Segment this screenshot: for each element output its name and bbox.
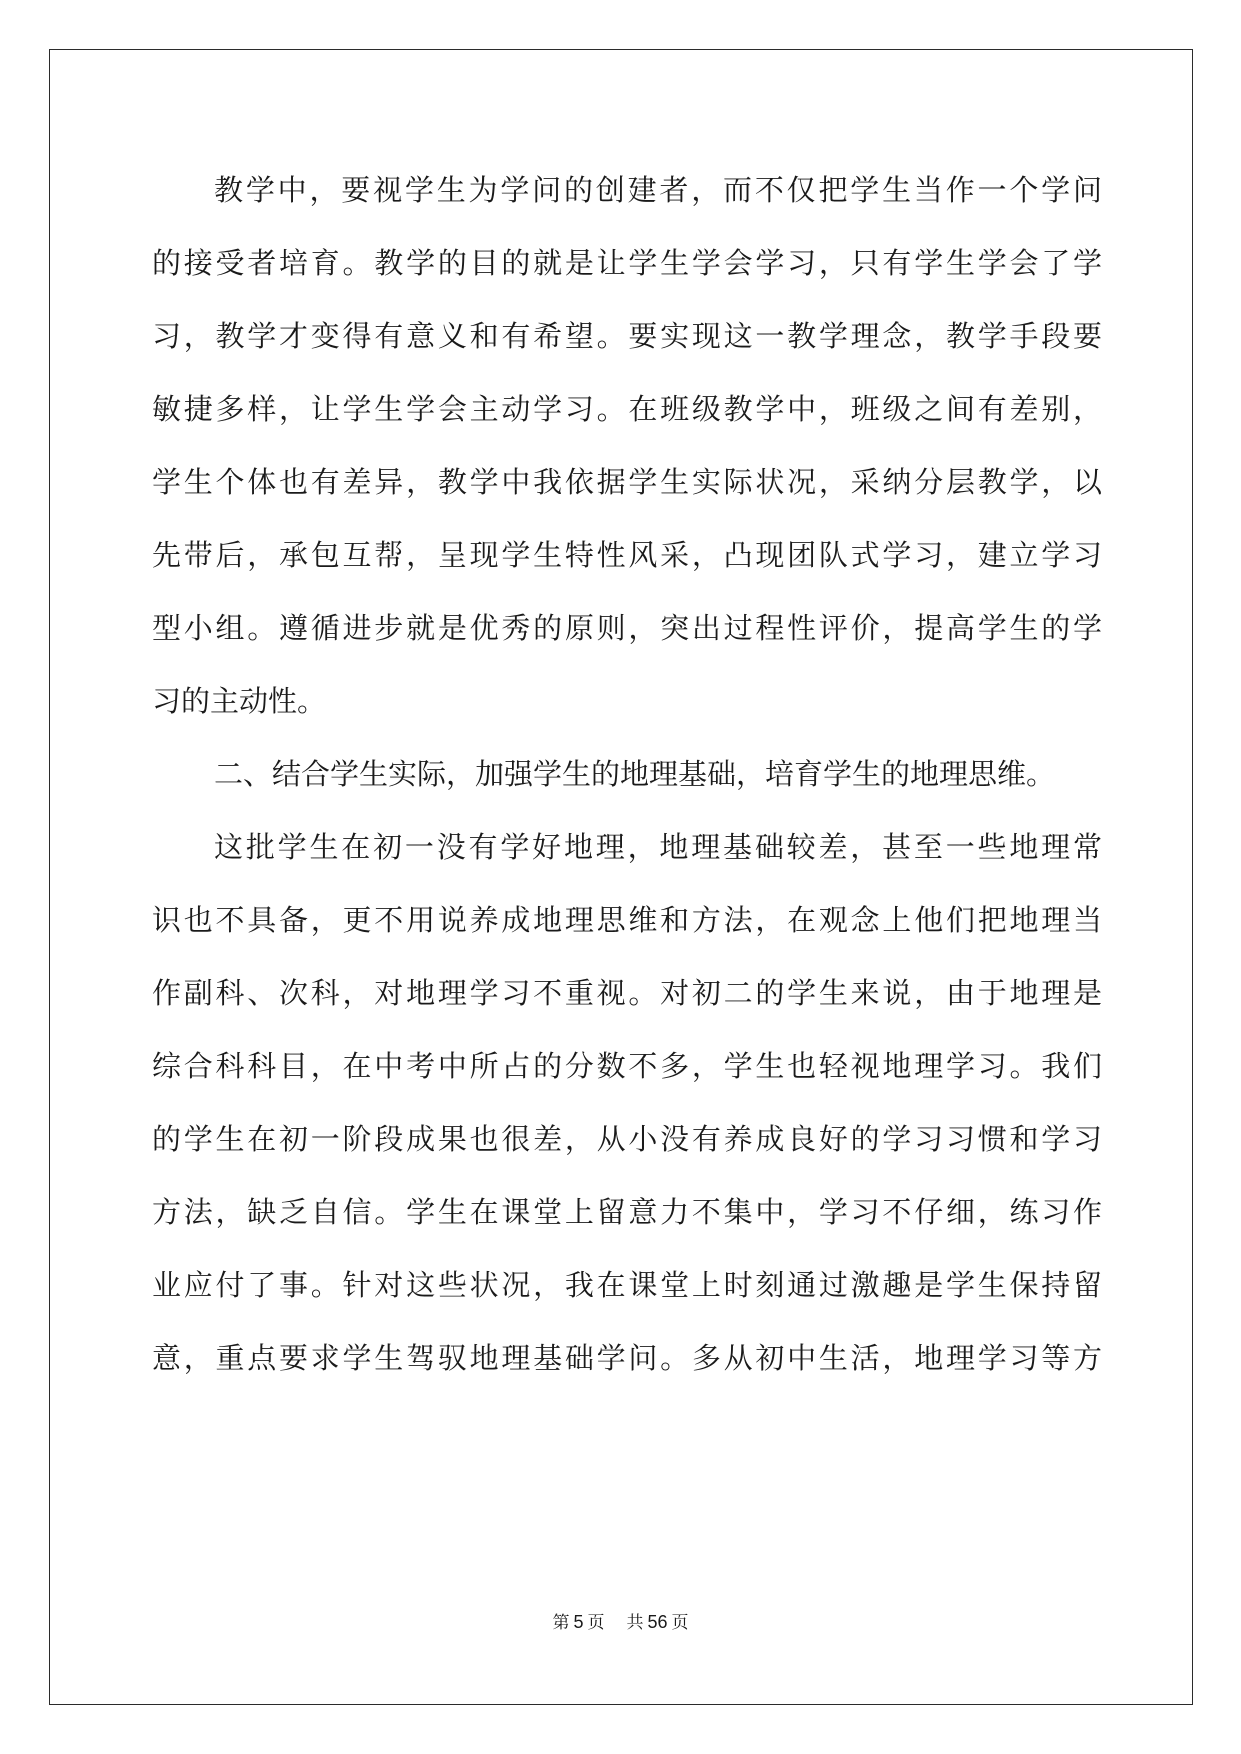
- text-line: 识也不具备，更不用说养成地理思维和方法，在观念上他们把地理当: [152, 903, 1102, 937]
- text-line: 方法，缺乏自信。学生在课堂上留意力不集中，学习不仔细，练习作: [152, 1195, 1102, 1229]
- footer-total-suffix: 页: [671, 1613, 689, 1633]
- total-pages: 56: [647, 1612, 668, 1632]
- footer-page-suffix: 页: [587, 1613, 605, 1633]
- page-footer: [0, 1610, 1241, 1635]
- text-line: 习，教学才变得有意义和有希望。要实现这一教学理念，教学手段要: [152, 319, 1102, 353]
- text-line: 学生个体也有差异，教学中我依据学生实际状况，采纳分层教学，以: [152, 465, 1102, 499]
- section-heading: 二、结合学生实际，加强学生的地理基础，培育学生的地理思维。: [214, 757, 1056, 791]
- text-line: 教学中，要视学生为学问的创建者，而不仅把学生当作一个学问: [214, 173, 1102, 207]
- text-line: 先带后，承包互帮，呈现学生特性风采，凸现团队式学习，建立学习: [152, 538, 1102, 572]
- page-border: [49, 49, 1193, 1705]
- footer-prefix: 第: [552, 1613, 570, 1633]
- text-line: 这批学生在初一没有学好地理，地理基础较差，甚至一些地理常: [214, 830, 1102, 864]
- text-line: 综合科科目，在中考中所占的分数不多，学生也轻视地理学习。我们: [152, 1049, 1102, 1083]
- text-line: 作副科、次科，对地理学习不重视。对初二的学生来说，由于地理是: [152, 976, 1102, 1010]
- text-line: 敏捷多样，让学生学会主动学习。在班级教学中，班级之间有差别，: [152, 392, 1102, 426]
- text-line: 业应付了事。针对这些状况，我在课堂上时刻通过激趣是学生保持留: [152, 1268, 1102, 1302]
- text-line: 意，重点要求学生驾驭地理基础学问。多从初中生活，地理学习等方: [152, 1341, 1102, 1375]
- text-line: 习的主动性。: [152, 684, 327, 718]
- text-line: 的接受者培育。教学的目的就是让学生学会学习，只有学生学会了学: [152, 246, 1102, 280]
- text-line: 的学生在初一阶段成果也很差，从小没有养成良好的学习习惯和学习: [152, 1122, 1102, 1156]
- text-line: 型小组。遵循进步就是优秀的原则，突出过程性评价，提高学生的学: [152, 611, 1102, 645]
- footer-total-prefix: 共: [626, 1613, 644, 1633]
- page-number: 5: [573, 1612, 584, 1632]
